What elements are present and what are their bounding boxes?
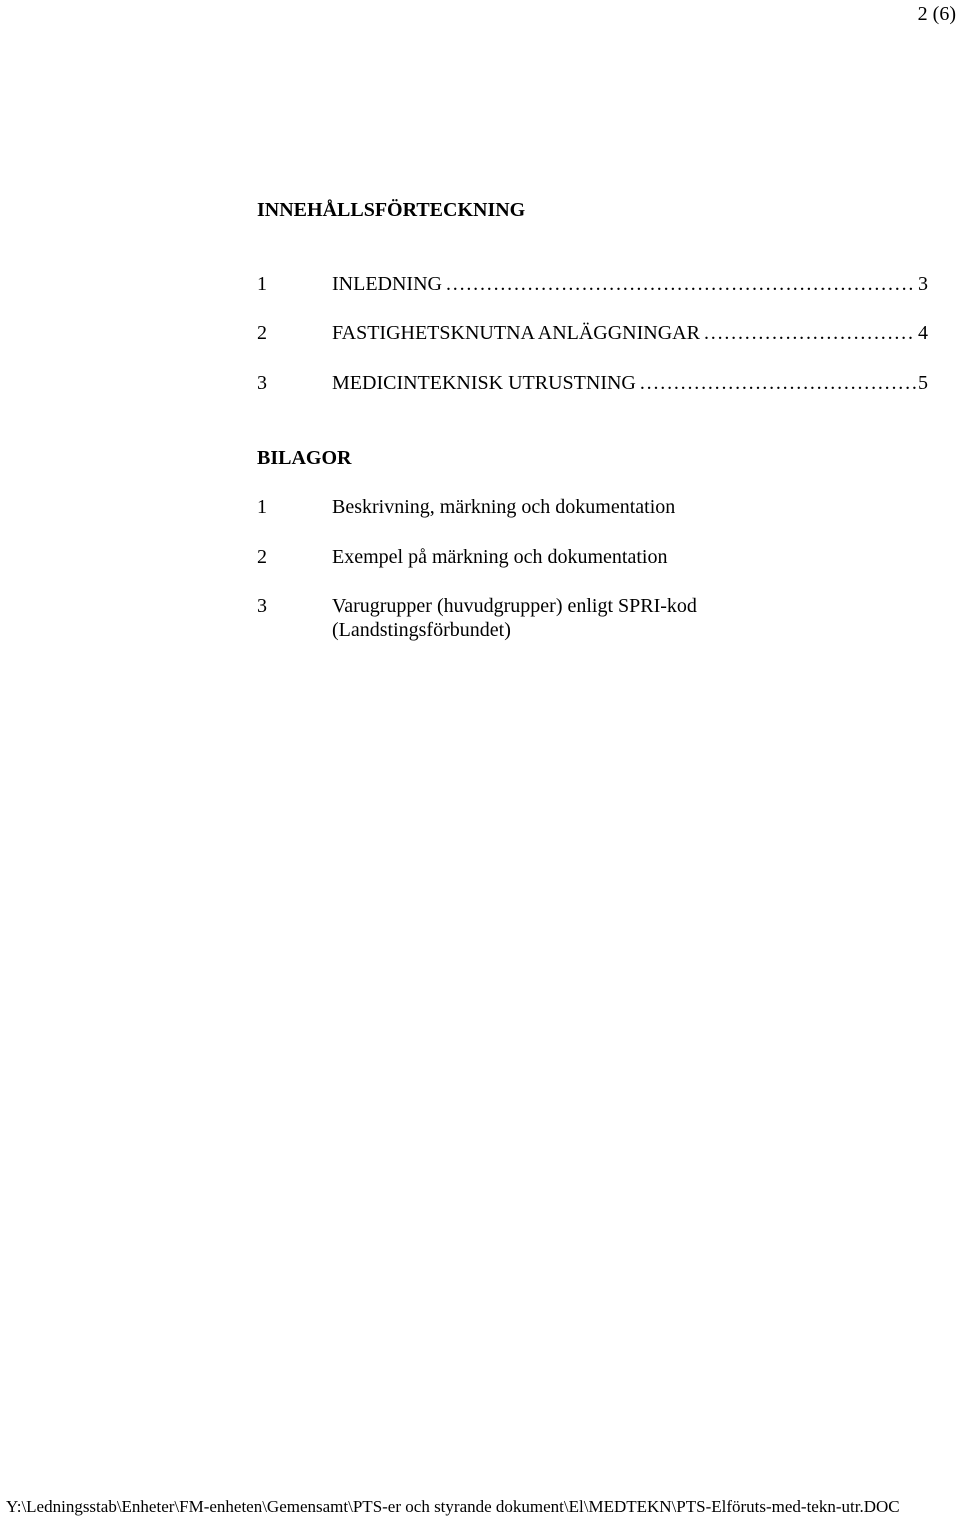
- appendix-title: [332, 495, 757, 519]
- toc-entry[interactable]: [257, 321, 928, 345]
- toc-entry-title: FASTIGHETSKNUTNA ANLÄGGNINGAR: [332, 322, 700, 344]
- toc-entry-number: 3: [257, 372, 267, 394]
- toc-entry[interactable]: [257, 371, 928, 395]
- appendices-heading: BILAGOR: [257, 447, 352, 469]
- appendix-number: 1: [257, 496, 267, 518]
- appendix-item: [257, 594, 757, 642]
- appendix-title: [332, 545, 757, 569]
- toc-entry[interactable]: [257, 272, 928, 296]
- toc-dot-leader: [704, 321, 916, 345]
- toc-dot-leader: [640, 371, 916, 395]
- appendix-title-line: Exempel på märkning och dokumentation: [332, 546, 668, 568]
- appendix-title-line: Varugrupper (huvudgrupper) enligt SPRI-kod: [332, 595, 697, 617]
- toc-entry-page: 5: [918, 372, 928, 394]
- footer-file-path: Y:\Ledningsstab\Enheter\FM-enheten\Gemensamt\PTS-er och styrande dokument\El\MEDTEKN\PTS-Elföruts-med-tekn-utr.DOC: [6, 1497, 900, 1516]
- toc-entry-number: 2: [257, 322, 267, 344]
- appendix-item: [257, 545, 757, 569]
- appendix-number: 2: [257, 546, 267, 568]
- appendix-item: [257, 495, 757, 519]
- appendix-title-line: Beskrivning, märkning och dokumentation: [332, 496, 676, 518]
- toc-entry-number: 1: [257, 273, 267, 295]
- toc-heading: INNEHÅLLSFÖRTECKNING: [257, 199, 526, 221]
- appendix-title: [332, 594, 757, 642]
- toc-entry-page: 4: [918, 322, 928, 344]
- toc-dot-leader: [446, 272, 916, 296]
- toc-entry-title: MEDICINTEKNISK UTRUSTNING: [332, 372, 636, 394]
- page-number: 2 (6): [917, 3, 956, 25]
- toc-entry-page: 3: [918, 273, 928, 295]
- toc-entry-title: INLEDNING: [332, 273, 442, 295]
- appendix-title-line: (Landstingsförbundet): [332, 619, 511, 641]
- appendix-number: 3: [257, 595, 267, 617]
